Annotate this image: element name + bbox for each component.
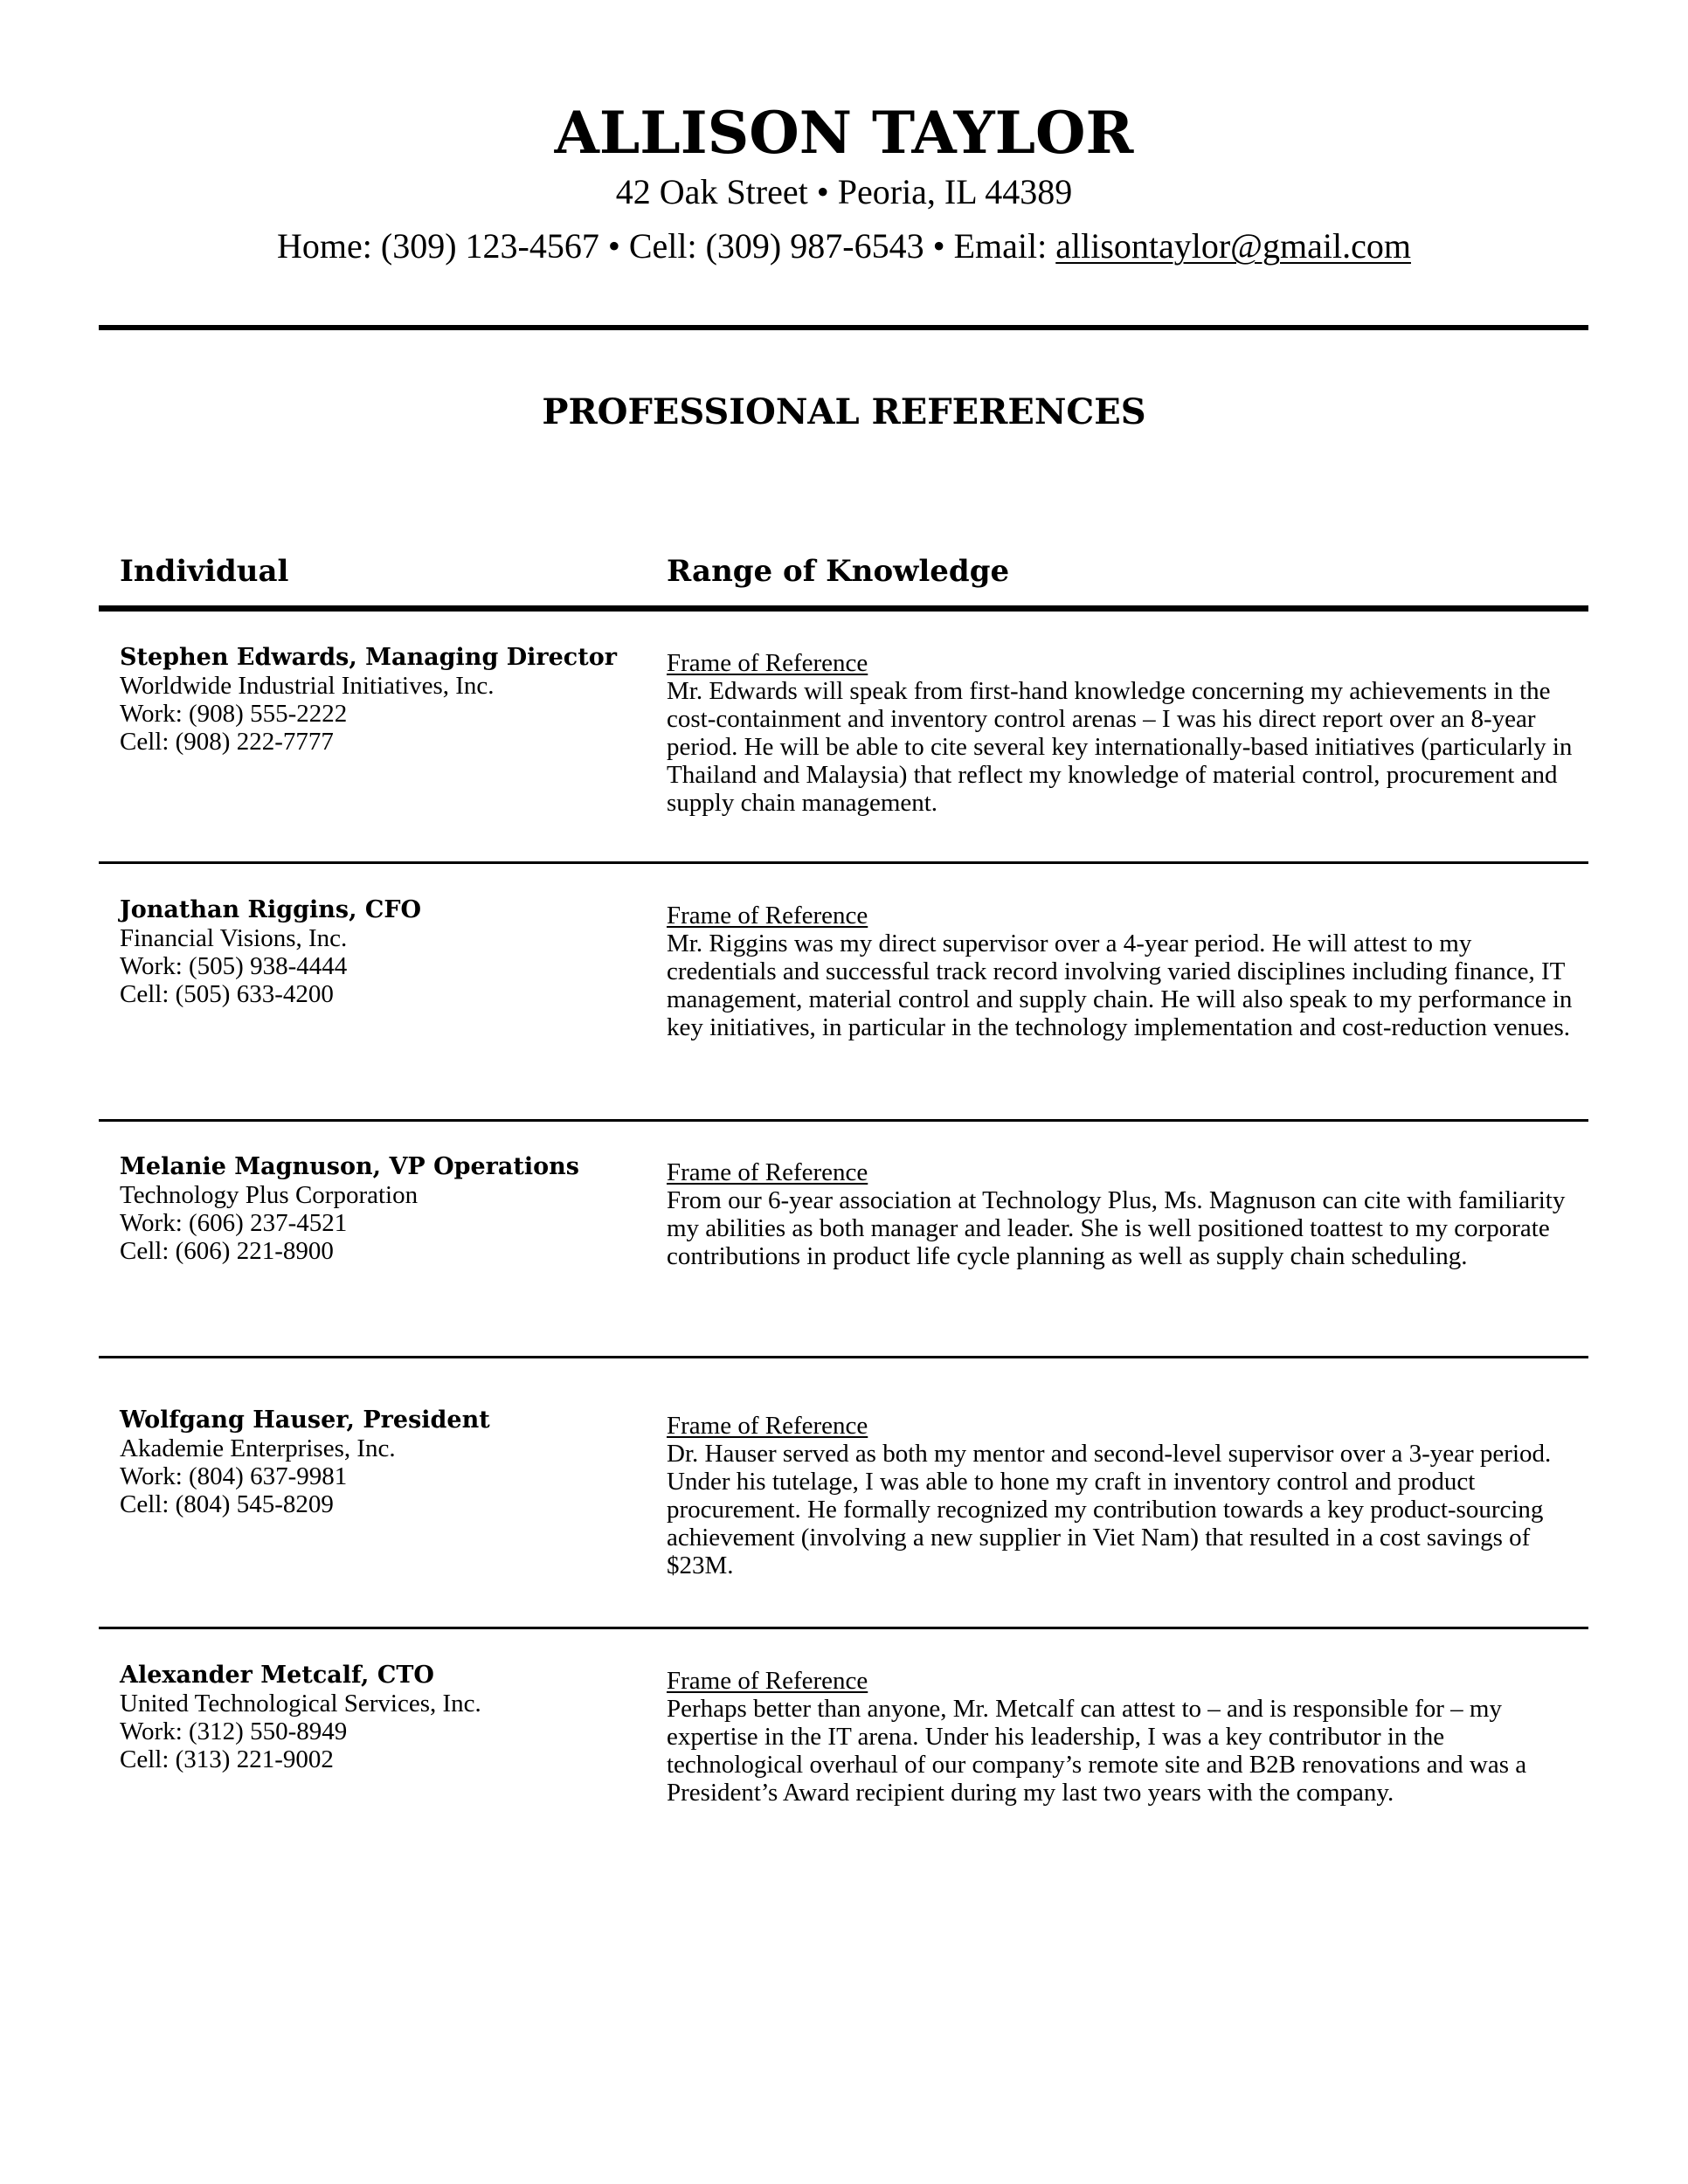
reference-knowledge-4 [667,1412,1575,1579]
row-divider [99,1627,1588,1629]
frame-of-reference-label: Frame of Reference [667,1667,868,1695]
row-divider [99,1119,1588,1122]
reference-name: Alexander Metcalf, CTO [120,1662,434,1689]
header-divider [99,325,1588,330]
reference-company: Worldwide Industrial Initiatives, Inc. [120,672,495,700]
frame-of-reference-label: Frame of Reference [667,902,868,930]
reference-work-phone: Work: (606) 237-4521 [120,1209,348,1237]
reference-contact-5 [120,1662,626,1773]
table-header-divider [99,605,1588,612]
reference-contact-1 [120,644,626,756]
reference-knowledge-1 [667,649,1575,817]
reference-contact-4 [120,1406,626,1518]
contact-phones: Home: (309) 123-4567 • Cell: (309) 987-6543 • Email: [277,226,1056,266]
reference-work-phone: Work: (312) 550-8949 [120,1717,348,1745]
frame-of-reference-label: Frame of Reference [667,1158,868,1186]
reference-name: Jonathan Riggins, CFO [120,896,422,923]
candidate-address: 42 Oak Street • Peoria, IL 44389 [615,172,1073,211]
reference-work-phone: Work: (804) 637-9981 [120,1462,348,1490]
reference-knowledge-2 [667,902,1575,1041]
reference-cell-phone: Cell: (606) 221-8900 [120,1237,334,1265]
row-divider [99,861,1588,864]
reference-name: Melanie Magnuson, VP Operations [120,1153,579,1180]
reference-cell-phone: Cell: (804) 545-8209 [120,1490,334,1518]
reference-contact-2 [120,896,626,1008]
frame-of-reference-text: Perhaps better than anyone, Mr. Metcalf can attest to – and is responsible for – my expertise in the IT arena. Under his leadership, I was a key contributor in the technological overhaul of our company’s remote site and B2B renovations and was a President’s Award recipient during my last two years with the company. [667,1695,1527,1807]
reference-contact-3 [120,1153,626,1265]
page-title: PROFESSIONAL REFERENCES [542,391,1146,432]
reference-knowledge-3 [667,1158,1575,1270]
email-link[interactable]: allisontaylor@gmail.com [1055,226,1411,266]
reference-name: Stephen Edwards, Managing Director [120,644,617,671]
reference-work-phone: Work: (908) 555-2222 [120,700,348,728]
reference-company: United Technological Services, Inc. [120,1690,481,1717]
reference-company: Akademie Enterprises, Inc. [120,1434,396,1462]
frame-of-reference-text: Mr. Riggins was my direct supervisor over a 4-year period. He will attest to my credentials and successful track record involving varied disciplines including finance, IT management, material control and supply chain. He will also speak to my performance in key initiatives, in particular in the technology implementation and cost-reduction venues. [667,930,1573,1041]
row-divider [99,1356,1588,1358]
frame-of-reference-text: From our 6-year association at Technology Plus, Ms. Magnuson can cite with familiarity my abilities as both manager and leader. She is well positioned toattest to my corporate contributions in product life cycle planning as well as supply chain scheduling. [667,1186,1566,1270]
reference-company: Technology Plus Corporation [120,1181,419,1209]
frame-of-reference-text: Mr. Edwards will speak from first-hand knowledge concerning my achievements in the cost-containment and inventory control arenas – I was his direct report over an 8-year period. He will be able to cite several key internationally-based initiatives (particularly in Thailand and Malaysia) that reflect my knowledge of material control, procurement and supply chain management. [667,677,1573,817]
reference-name: Wolfgang Hauser, President [120,1406,490,1434]
reference-cell-phone: Cell: (505) 633-4200 [120,980,334,1008]
candidate-name: ALLISON TAYLOR [554,99,1134,167]
column-header-individual: Individual [120,554,289,589]
contact-line [0,225,1688,267]
reference-cell-phone: Cell: (313) 221-9002 [120,1745,334,1773]
reference-cell-phone: Cell: (908) 222-7777 [120,728,334,756]
reference-knowledge-5 [667,1667,1575,1807]
frame-of-reference-label: Frame of Reference [667,649,868,677]
frame-of-reference-text: Dr. Hauser served as both my mentor and second-level supervisor over a 3-year period. Under his tutelage, I was able to hone my craft in inventory control and product procurement. He formally recognized my contribution towards a key product-sourcing achievement (involving a new supplier in Viet Nam) that resulted in a cost savings of $23M. [667,1440,1552,1579]
frame-of-reference-label: Frame of Reference [667,1412,868,1440]
reference-company: Financial Visions, Inc. [120,924,348,952]
reference-work-phone: Work: (505) 938-4444 [120,952,348,980]
column-header-range: Range of Knowledge [667,554,1010,589]
